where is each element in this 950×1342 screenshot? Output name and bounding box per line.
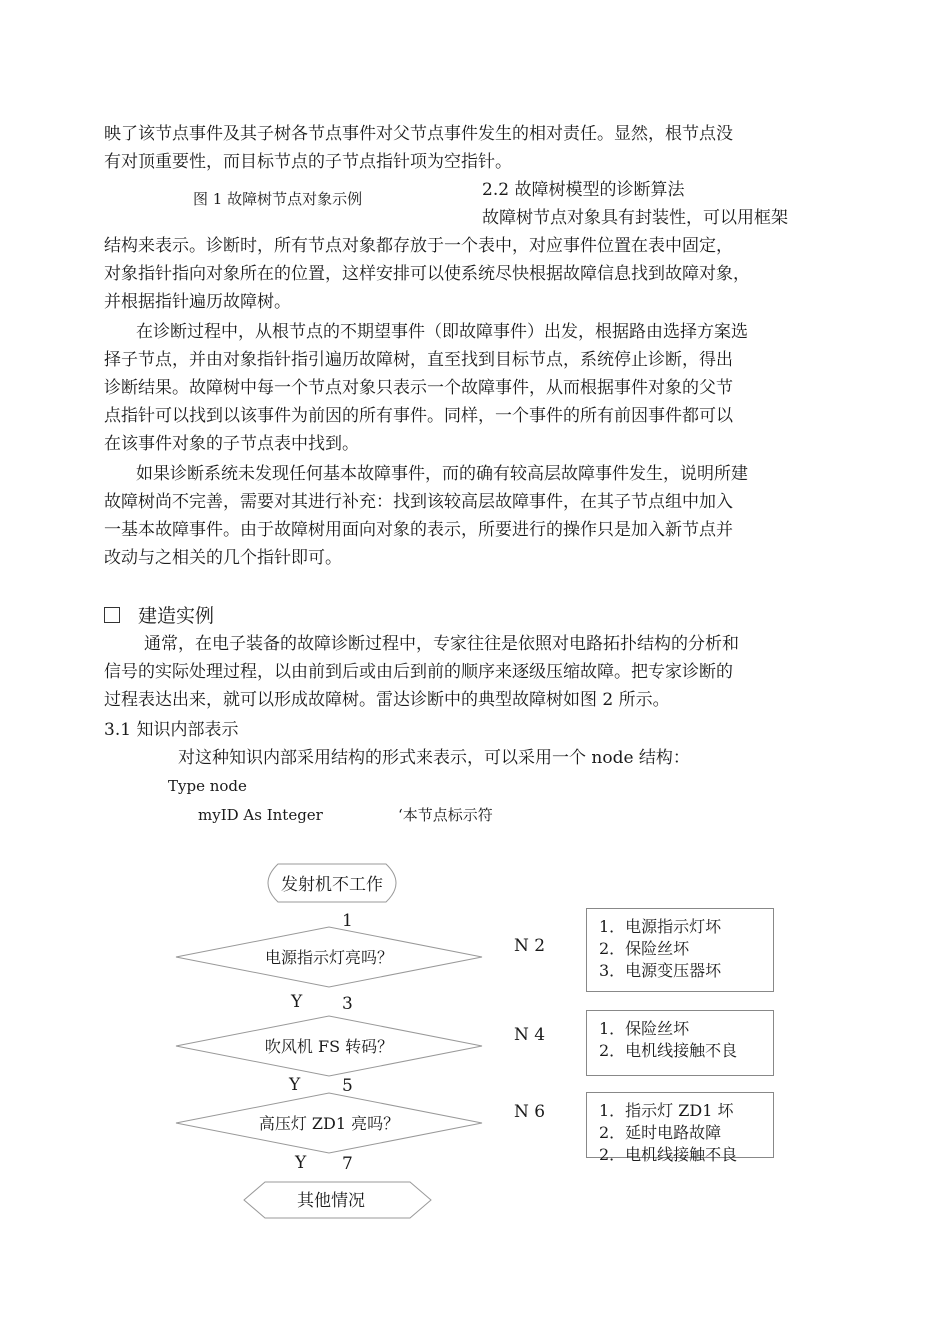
fault-box-1-item-3: 3．电源变压器坏 bbox=[599, 961, 722, 980]
decision-3-label: 高压灯 ZD1 亮吗？ bbox=[258, 1114, 400, 1133]
intro-line-2: 有对顶重要性，而目标节点的子节点指针项为空指针。 bbox=[104, 152, 512, 172]
start-node-label: 发射机不工作 bbox=[281, 875, 383, 895]
s22-p2-line-4: 点指针可以找到以该事件为前因的所有事件。同样，一个事件的所有前因事件都可以 bbox=[104, 406, 733, 426]
s22-p1-line-1: 故障树节点对象具有封装性，可以用框架 bbox=[482, 208, 788, 228]
s22-p2-line-3: 诊断结果。故障树中每一个节点对象只表示一个故障事件，从而根据事件对象的父节 bbox=[104, 378, 733, 398]
decision-3-number: 5 bbox=[342, 1076, 353, 1096]
s22-p3-line-1: 如果诊断系统未发现任何基本故障事件，而的确有较高层故障事件发生，说明所建 bbox=[136, 464, 748, 484]
code-line-2-name: myID As Integer bbox=[198, 806, 323, 824]
decision-2-yes: Y bbox=[289, 1075, 301, 1095]
s22-p1-line-3: 对象指针指向对象所在的位置，这样安排可以使系统尽快根据故障信息找到故障对象， bbox=[104, 264, 750, 284]
figure-1-caption: 图 1 故障树节点对象示例 bbox=[193, 190, 363, 208]
decision-2-label: 吹风机 FS 转码？ bbox=[264, 1037, 394, 1056]
section-3-1-title: 3.1 知识内部表示 bbox=[104, 720, 239, 740]
s22-p3-line-3: 一基本故障事件。由于故障树用面向对象的表示，所要进行的操作只是加入新节点并 bbox=[104, 520, 733, 540]
s3-p1-line-2: 信号的实际处理过程，以由前到后或由后到前的顺序来逐级压缩故障。把专家诊断的 bbox=[104, 662, 733, 682]
decision-1-number: 1 bbox=[342, 911, 353, 931]
decision-3-yes: Y bbox=[295, 1153, 307, 1173]
s22-p2-line-1: 在诊断过程中，从根节点的不期望事件（即故障事件）出发，根据路由选择方案选 bbox=[136, 322, 748, 342]
s22-p3-line-2: 故障树尚不完善，需要对其进行补充：找到该较高层故障事件，在其子节点组中加入 bbox=[104, 492, 733, 512]
fault-box-2-item-1: 1．保险丝坏 bbox=[599, 1019, 690, 1038]
decision-3-no: N 6 bbox=[514, 1102, 546, 1122]
section-2-2-title: 2.2 故障树模型的诊断算法 bbox=[482, 180, 685, 200]
decision-2-number: 3 bbox=[342, 994, 353, 1014]
code-line-1: Type node bbox=[168, 777, 247, 795]
decision-2-no: N 4 bbox=[514, 1025, 546, 1045]
decision-1-yes: Y bbox=[291, 992, 303, 1012]
code-line-2-comment: ‘本节点标示符 bbox=[398, 806, 493, 824]
fault-box-2-item-2: 2．电机线接触不良 bbox=[599, 1041, 738, 1060]
s22-p2-line-5: 在该事件对象的子节点表中找到。 bbox=[104, 434, 359, 454]
fault-box-3-item-3: 2．电机线接触不良 bbox=[599, 1145, 738, 1164]
end-number: 7 bbox=[342, 1154, 353, 1174]
fault-box-1-item-1: 1．电源指示灯坏 bbox=[599, 917, 722, 936]
s22-p1-line-4: 并根据指针遍历故障树。 bbox=[104, 292, 291, 312]
s22-p1-line-2: 结构来表示。诊断时，所有节点对象都存放于一个表中，对应事件位置在表中固定， bbox=[104, 236, 733, 256]
fault-box-3-item-1: 1．指示灯 ZD1 坏 bbox=[599, 1101, 734, 1120]
s31-p1: 对这种知识内部采用结构的形式来表示，可以采用一个 node 结构： bbox=[178, 748, 690, 768]
fault-box-1 bbox=[586, 908, 774, 992]
fault-box-3-item-2: 2．延时电路故障 bbox=[599, 1123, 722, 1142]
s22-p2-line-2: 择子节点，并由对象指针指引遍历故障树，直至找到目标节点，系统停止诊断，得出 bbox=[104, 350, 733, 370]
fault-box-1-item-2: 2．保险丝坏 bbox=[599, 939, 690, 958]
fault-box-3 bbox=[586, 1092, 774, 1164]
end-node-label: 其他情况 bbox=[297, 1191, 365, 1211]
fault-box-2 bbox=[586, 1010, 774, 1076]
section-3-title: 建造实例 bbox=[138, 605, 215, 627]
s22-p3-line-4: 改动与之相关的几个指针即可。 bbox=[104, 548, 342, 568]
intro-line-1: 映了该节点事件及其子树各节点事件对父节点事件发生的相对责任。显然，根节点没 bbox=[104, 124, 733, 144]
decision-1-label: 电源指示灯亮吗？ bbox=[264, 948, 394, 967]
decision-1-no: N 2 bbox=[514, 936, 546, 956]
s3-p1-line-1: 通常，在电子装备的故障诊断过程中，专家往往是依照对电路拓扑结构的分析和 bbox=[144, 634, 739, 654]
s3-p1-line-3: 过程表达出来，就可以形成故障树。雷达诊断中的典型故障树如图 2 所示。 bbox=[104, 690, 670, 710]
